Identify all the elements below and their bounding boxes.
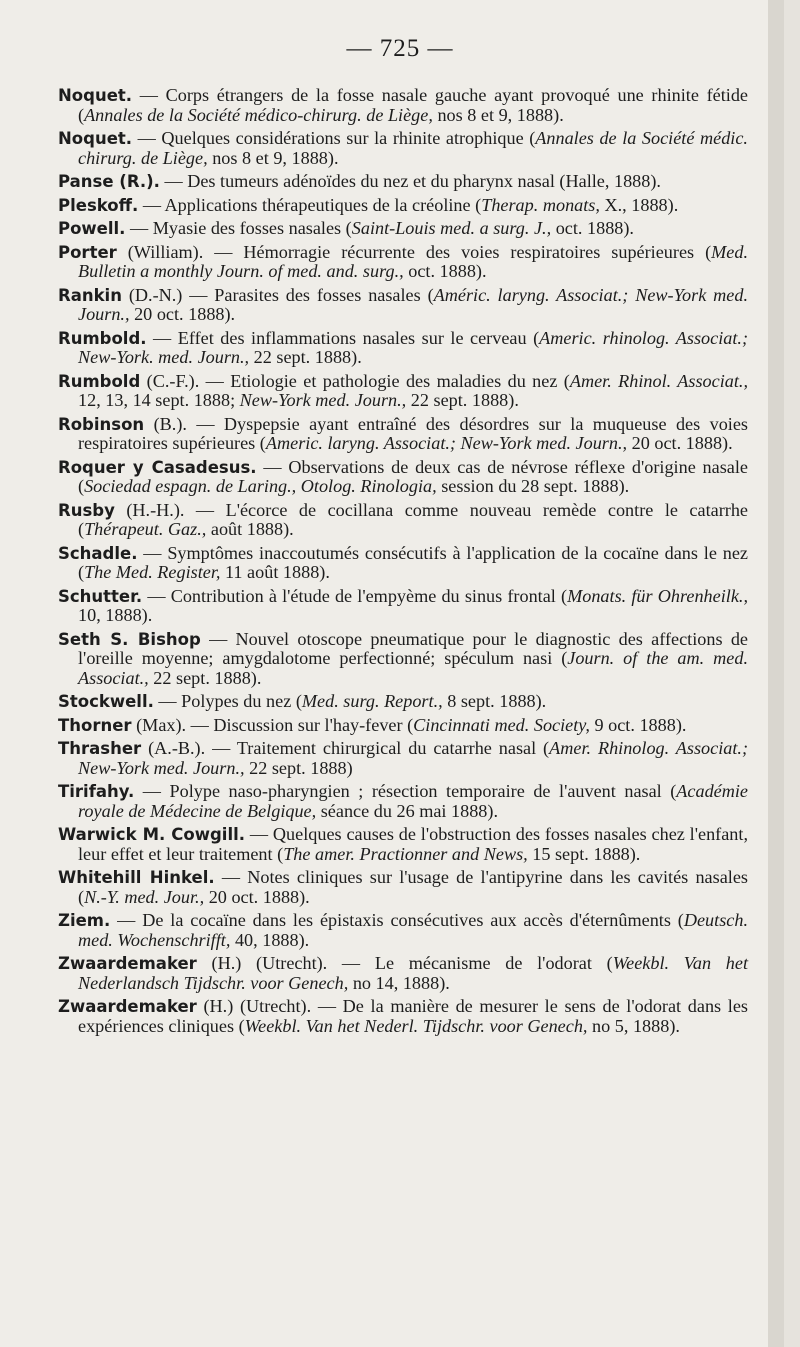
entry-text: — Polype naso-pharyngien ; résection temporaire de l'auvent nasal ( [134, 781, 677, 801]
bibliography-entry [58, 219, 748, 239]
bibliography-entry [58, 782, 748, 821]
entry-author: Schadle. [58, 543, 138, 563]
entry-text: X., 1888). [599, 194, 679, 215]
bibliography-entry [58, 716, 748, 736]
entry-source-title: Americ. laryng. Associat.; New-York med. Journ., [265, 433, 628, 453]
entry-text: 22 sept. 1888) [244, 757, 353, 778]
bibliography-entry [58, 630, 748, 689]
entry-author: Thorner [58, 715, 132, 735]
entry-author: Ziem. [58, 911, 111, 930]
entry-text: — De la cocaïne dans les épistaxis consécutives aux accès d'éternûments ( [110, 910, 684, 930]
entry-author: Seth S. Bishop [58, 629, 201, 649]
entry-text: session du 28 sept. 1888). [436, 476, 630, 496]
entry-text: 20 oct. 1888). [204, 886, 310, 907]
bibliography-entry [58, 825, 748, 864]
entry-text: oct. 1888). [551, 218, 634, 238]
entry-text: — Corps étrangers de la fosse nasale gauche ayant provoqué une rhinite fétide ( [78, 85, 748, 125]
entry-text: séance du 26 mai 1888). [316, 800, 499, 821]
entry-author: Warwick M. Cowgill. [58, 825, 246, 844]
entry-source-title: Sociedad espagn. de Laring., Otolog. Rinologia, [84, 476, 437, 496]
entry-source-title: Therap. monats, [481, 194, 600, 215]
entry-source-title: Annales de la Société médic. chirurg. de Liège, [78, 128, 748, 168]
entry-text: (B.). — Dyspepsie ayant entraîné des désordres sur la muqueuse des voies respiratoires supérieures ( [78, 413, 748, 453]
entry-text: nos 8 et 9, 1888). [207, 147, 339, 168]
entry-author: Zwaardemaker [58, 997, 197, 1016]
entry-text: (A.-B.). — Traitement chirurgical du catarrhe nasal ( [141, 738, 550, 758]
entry-author: Schutter. [58, 586, 143, 606]
entry-text: — Notes cliniques sur l'usage de l'antipyrine dans les cavités nasales ( [78, 867, 748, 907]
entry-author: Rankin [58, 285, 122, 305]
bibliography-entry [58, 997, 748, 1036]
entry-source-title: Améric. laryng. Associat.; New-York med. Journ., [78, 284, 748, 324]
entry-text: — Quelques considérations sur la rhinite atrophique ( [132, 128, 536, 148]
entry-author: Porter [58, 242, 117, 262]
entry-author: Thrasher [58, 739, 142, 758]
entry-text: no 14, 1888). [348, 972, 450, 993]
entry-author: Roquer y Casadesus. [58, 457, 257, 477]
entry-source-title: Saint-Louis med. a surg. J., [351, 218, 552, 238]
entry-source-title: The Med. Register, [84, 562, 221, 582]
entry-author: Whitehill Hinkel. [58, 868, 215, 887]
bibliography-entry [58, 243, 748, 282]
bibliography-entry [58, 954, 748, 993]
entry-source-title: Cincinnati med. Society, [413, 714, 590, 735]
entry-author: Tirifahy. [58, 782, 135, 801]
entry-text: — Des tumeurs adénoïdes du nez et du pharynx nasal (Halle, 1888). [159, 171, 661, 191]
entry-text: — Symptômes inaccoutumés consécutifs à l'application de la cocaïne dans le nez ( [78, 542, 748, 582]
bibliography-entry [58, 415, 748, 454]
entry-text: nos 8 et 9, 1888). [432, 104, 564, 125]
bibliography-entry [58, 196, 748, 216]
bibliography-entry [58, 372, 748, 411]
entry-text: — Observations de deux cas de névrose réflexe d'origine nasale ( [78, 456, 749, 496]
entry-text: — Polypes du nez ( [153, 691, 302, 711]
entry-text: 11 août 1888). [220, 562, 330, 582]
entry-text: — Applications thérapeutiques de la créoline ( [138, 194, 482, 215]
page-number: — 725 — [346, 35, 454, 62]
bibliography-entry [58, 868, 748, 907]
entry-text: 9 oct. 1888). [589, 714, 687, 735]
entry-text: — Myasie des fosses nasales ( [125, 218, 352, 238]
entry-source-title: Weekbl. Van het Nederlandsch Tijdschr. voor Genech, [78, 953, 748, 993]
bibliography-entry [58, 501, 748, 540]
entry-text: 20 oct. 1888). [627, 433, 733, 453]
entry-text: 15 sept. 1888). [527, 843, 641, 864]
entry-text: (H.-H.). — L'écorce de cocillana comme nouveau remède contre le catarrhe ( [78, 499, 748, 539]
entry-source-title: The amer. Practionner and News, [283, 843, 528, 864]
page-edge [768, 0, 784, 1347]
entry-author: Zwaardemaker [58, 954, 197, 973]
entry-text: 20 oct. 1888). [129, 304, 236, 324]
entry-source-title: Deutsch. med. Wochenschrifft, [78, 910, 748, 950]
entry-author: Stockwell. [58, 692, 154, 711]
entry-author: Noquet. [58, 129, 133, 148]
bibliography-entry [58, 129, 748, 168]
entry-text: 22 sept. 1888). [148, 667, 262, 688]
entry-text: no 5, 1888). [587, 1015, 680, 1036]
bibliography-entry [58, 86, 748, 125]
entry-text: 22 sept. 1888). [406, 390, 519, 410]
entry-author: Robinson [58, 414, 145, 434]
entry-text: août 1888). [206, 519, 294, 539]
entry-source-title: Journ. of the am. med. Associat., [78, 648, 748, 688]
entry-author: Pleskoff. [58, 195, 139, 215]
entry-text: — Contribution à l'étude de l'empyème du sinus frontal ( [142, 585, 568, 606]
entry-source-title: Académie royale de Médecine de Belgique, [78, 781, 748, 821]
entry-author: Rumbold. [58, 328, 147, 348]
bibliography-entry [58, 329, 748, 368]
bibliography-entry [58, 587, 748, 626]
bibliography-entry [58, 739, 748, 778]
entry-text: (D.-N.) — Parasites des fosses nasales ( [121, 284, 434, 305]
entry-text: (Max). — Discussion sur l'hay-fever ( [131, 714, 414, 735]
entry-text: — Nouvel otoscope pneumatique pour le diagnostic des affections de l'oreille moyenne; amygdalotome perfectionné; spéculum nasi ( [78, 628, 748, 668]
entry-text: 12, 13, 14 sept. 1888; [78, 390, 240, 410]
entry-source-title: N.-Y. med. Jour., [84, 886, 205, 907]
entry-text: (H.) (Utrecht). — De la manière de mesurer le sens de l'odorat dans les expériences cliniques ( [78, 996, 748, 1036]
entry-text: — Quelques causes de l'obstruction des fosses nasales chez l'enfant, leur effet et leur traitement ( [78, 824, 748, 864]
bibliography-entry [58, 692, 748, 712]
entry-source-title: Thérapeut. Gaz., [84, 519, 207, 539]
entry-text: 40, 1888). [230, 929, 310, 950]
bibliography-entry [58, 172, 748, 192]
entry-text: (William). — Hémorragie récurrente des voies respiratoires supérieures ( [116, 241, 712, 262]
entry-text: 8 sept. 1888). [442, 691, 547, 711]
entry-text: 22 sept. 1888). [249, 347, 362, 367]
entry-author: Powell. [58, 219, 126, 238]
entry-source-title: Amer. Rhinol. Associat., [569, 370, 748, 391]
entry-text: 10, 1888). [78, 605, 153, 625]
entry-source-title: Americ. rhinolog. Associat.; New-York. med. Journ., [78, 327, 749, 367]
entry-author: Rusby [58, 500, 115, 520]
entry-text: — Effet des inflammations nasales sur le cerveau ( [146, 327, 540, 348]
entry-text: oct. 1888). [403, 261, 487, 281]
entry-source-title: Med. Bulletin a monthly Journ. of med. and. surg., [78, 241, 748, 281]
entry-source-title: Annales de la Société médico-chirurg. de Liège, [84, 104, 433, 125]
entry-source-title: Monats. für Ohrenheilk., [567, 585, 748, 606]
entry-text: (C.-F.). — Etiologie et pathologie des maladies du nez ( [140, 370, 570, 391]
bibliography-entry [58, 458, 748, 497]
entry-author: Noquet. [58, 86, 133, 105]
entry-author: Panse (R.). [58, 172, 160, 191]
entry-source-title: Weekbl. Van het Nederl. Tijdschr. voor Genech, [244, 1015, 588, 1036]
entry-author: Rumbold [58, 371, 141, 391]
bibliography-entry [58, 911, 748, 950]
bibliography-entry [58, 286, 748, 325]
entry-text: (H.) (Utrecht). — Le mécanisme de l'odorat ( [196, 953, 613, 973]
entry-source-title: Med. surg. Report., [301, 691, 443, 711]
entry-source-title: New-York med. Journ., [239, 390, 407, 410]
bibliography-entry [58, 544, 748, 583]
bibliography-list [58, 86, 748, 1040]
entry-source-title: Amer. Rhinolog. Associat.; New-York med. Journ., [78, 738, 749, 778]
